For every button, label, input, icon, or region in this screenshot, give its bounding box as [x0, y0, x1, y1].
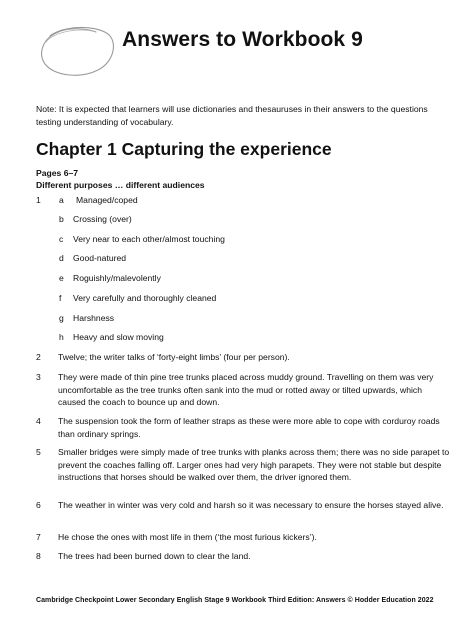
section-title: Different purposes … different audiences: [36, 180, 205, 190]
sub-answer-text: Very carefully and thoroughly cleaned: [73, 293, 217, 303]
sub-answer-letter: h: [59, 332, 64, 342]
answer-text: The suspension took the form of leather straps as these were more able to cope with corduroy roads than ordinary springs.: [58, 416, 440, 439]
sub-answer-letter: c: [59, 234, 64, 244]
note-text: Note: It is expected that learners will use dictionaries and thesauruses in their answers to the questions testing understanding of vocabulary.: [36, 104, 428, 127]
page-footer: Cambridge Checkpoint Lower Secondary English Stage 9 Workbook Third Edition: Answers © Hodder Education 2022: [36, 597, 434, 604]
question-number: 7: [36, 532, 41, 542]
sub-answer-letter: d: [59, 253, 64, 263]
question-number: 6: [36, 500, 41, 510]
answer-text: The weather in winter was very cold and harsh so it was necessary to ensure the horses stayed alive.: [58, 500, 444, 510]
sub-answer-letter: f: [59, 293, 62, 303]
answer-text: Twelve; the writer talks of ‘forty-eight limbs’ (four per person).: [58, 352, 290, 362]
sub-answer-text: Harshness: [73, 313, 115, 323]
question-number: 4: [36, 416, 41, 426]
question-number: 8: [36, 551, 41, 561]
sub-answer-text: Roguishly/malevolently: [73, 273, 161, 283]
sub-answer-letter: e: [59, 273, 64, 283]
question-number: 2: [36, 352, 41, 362]
answer-text: Smaller bridges were simply made of tree trunks with planks across them; there was no side parapet to prevent the coaches falling off. Larger ones had very high parapets. They were not stable but despite instructions that horses should be walked over them, the driver ignored them.: [58, 447, 450, 482]
sub-answer-letter: b: [59, 214, 64, 224]
answer-text: The trees had been burned down to clear the land.: [58, 551, 251, 561]
sub-answer-letter: g: [59, 313, 64, 323]
sub-answer-text: Very near to each other/almost touching: [73, 234, 225, 244]
question-number: 5: [36, 447, 41, 457]
answer-text: They were made of thin pine tree trunks placed across muddy ground. Travelling on them was very uncomfortable as the tree trunks often sank into the mud or rotted away or tilted upwards, which caused the coach to bounce up and down.: [58, 372, 434, 407]
document-title: Answers to Workbook 9: [122, 28, 363, 51]
pages-label: Pages 6–7: [36, 168, 79, 178]
question-number: 1: [36, 195, 41, 205]
sub-answer-text: Heavy and slow moving: [73, 332, 164, 342]
hand-drawn-circle-logo: [36, 22, 118, 80]
chapter-heading: Chapter 1 Capturing the experience: [36, 139, 332, 159]
sub-answer-text: Good-natured: [73, 253, 127, 263]
question-number: 3: [36, 372, 41, 382]
answer-text: He chose the ones with most life in them (‘the most furious kickers’).: [58, 532, 317, 542]
sub-answer-letter: a: [59, 195, 64, 205]
sub-answer-text: Crossing (over): [73, 214, 132, 224]
sub-answer-text: Managed/coped: [76, 195, 138, 205]
